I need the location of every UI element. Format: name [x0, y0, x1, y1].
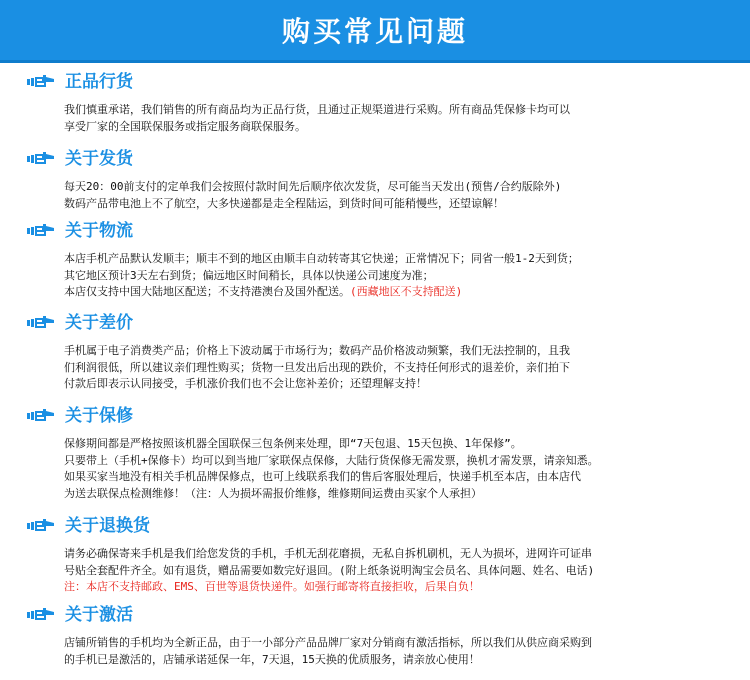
section-body: [64, 343, 724, 393]
line-text: 享受厂家的全国联保服务或指定服务商联保服务。: [64, 119, 306, 133]
section-title: 关于差价: [65, 313, 133, 333]
section-line: [64, 563, 724, 580]
section-line: [64, 453, 724, 470]
line-text: 保修期间都是严格按照该机器全国联保三包条例来处理，即“7天包退、15天包换、1年保修”。: [64, 437, 522, 450]
line-text: 请务必确保寄来手机是我们给您发货的手机，手机无刮花磨损，无私自拆机刷机，无人为损坏，进网许可证串: [64, 547, 592, 560]
line-text: 每天20：00前支付的定单我们会按照付款时间先后顺序依次发货，尽可能当天发出(预售/合约版除外): [64, 180, 562, 193]
warning-text: (西藏地区不支持配送): [350, 285, 463, 298]
section-header: [27, 147, 133, 171]
section-line: [64, 546, 724, 563]
line-text: 我们慎重承诺，我们销售的所有商品均为正品行货，且通过正规渠道进行采购。所有商品凭保修卡均可以: [64, 103, 570, 116]
section-line: [64, 360, 724, 377]
pointing-hand-icon: [27, 151, 55, 167]
line-text: 数码产品带电池上不了航空，大多快递都是走全程陆运，到货时间可能稍慢些，还望谅解！: [64, 196, 504, 210]
line-text: 号贴全套配件齐全。如有退货，赠品需要如数完好退回。(附上纸条说明淘宝会员名、具体问题、姓名、电话): [64, 563, 595, 577]
section-title: 关于物流: [65, 221, 133, 241]
section-line: [64, 652, 724, 669]
section-body: [64, 251, 724, 301]
section-header: [27, 514, 150, 538]
section-line: [64, 284, 724, 301]
pointing-hand-icon: [27, 74, 55, 90]
section-line: [64, 179, 724, 196]
section-header: [27, 311, 133, 335]
section-body: [64, 635, 724, 668]
section-title: 关于发货: [65, 149, 133, 169]
line-text: 手机属于电子消费类产品；价格上下波动属于市场行为；数码产品价格波动频繁，我们无法控制的，且我: [64, 344, 570, 357]
line-text: 只要带上（手机+保修卡）均可以到当地厂家联保点保修，大陆行货保修无需发票，换机才需发票，请亲知悉。: [64, 453, 599, 467]
warning-text: 注：本店不支持邮政、EMS、百世等退货快递件。如强行邮寄将直接拒收，后果自负！: [64, 580, 480, 593]
section-title: 关于退换货: [65, 516, 150, 536]
section-line: [64, 635, 724, 652]
section-body: [64, 546, 724, 596]
section-line: [64, 196, 724, 213]
section-header: [27, 219, 133, 243]
section-header: [27, 70, 133, 94]
pointing-hand-icon: [27, 408, 55, 424]
section-line: [64, 376, 724, 393]
section-line: [64, 119, 724, 136]
line-text: 如果买家当地没有相关手机品牌保修点，也可上线联系我们的售后客服处理后，快递手机至本店，由本店代: [64, 470, 581, 483]
section-line: [64, 436, 724, 453]
section-line: [64, 268, 724, 285]
section-header: [27, 603, 133, 627]
line-text: 为送去联保点检测维修！（注：人为损坏需报价维修，维修期间运费由买家个人承担）: [64, 486, 482, 500]
section-line: [64, 469, 724, 486]
line-text: 本店手机产品默认发顺丰；顺丰不到的地区由顺丰自动转寄其它快递；正常情况下；同省一般1-2天到货；: [64, 252, 579, 265]
section-body: [64, 436, 724, 502]
pointing-hand-icon: [27, 315, 55, 331]
section-line: [64, 486, 724, 503]
section-body: [64, 102, 724, 135]
line-text: 们利润很低，所以建议亲们理性购买；货物一旦发出后出现的跌价，不支持任何形式的退差价，亲们拍下: [64, 360, 570, 374]
line-text: 本店仅支持中国大陆地区配送；不支持港澳台及国外配送。: [64, 285, 350, 298]
line-text: 付款后即表示认同接受，手机涨价我们也不会让您补差价；还望理解支持！: [64, 377, 427, 390]
section-body: [64, 179, 724, 212]
section-header: [27, 404, 133, 428]
section-title: 正品行货: [65, 72, 133, 92]
line-text: 店铺所销售的手机均为全新正品，由于一小部分产品品牌厂家对分销商有激活指标，所以我们从供应商采购到: [64, 636, 592, 649]
section-title: 关于保修: [65, 406, 133, 426]
section-line: [64, 251, 724, 268]
page-title: 购买常见问题: [281, 15, 468, 48]
line-text: 的手机已是激活的，店铺承诺延保一年，7天退，15天换的优质服务，请亲放心使用！: [64, 652, 480, 666]
pointing-hand-icon: [27, 223, 55, 239]
section-title: 关于激活: [65, 605, 133, 625]
section-line: [64, 102, 724, 119]
page-header-banner: [0, 0, 750, 63]
pointing-hand-icon: [27, 607, 55, 623]
line-text: 其它地区预计3天左右到货；偏远地区时间稍长，具体以快递公司速度为准；: [64, 268, 434, 282]
section-line: [64, 343, 724, 360]
pointing-hand-icon: [27, 518, 55, 534]
section-line: [64, 579, 724, 596]
